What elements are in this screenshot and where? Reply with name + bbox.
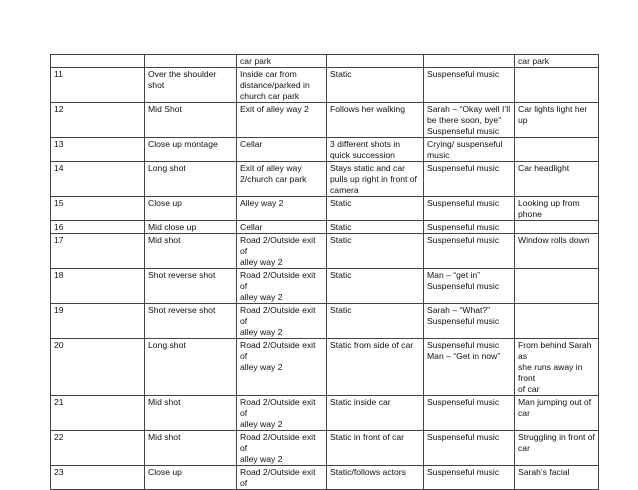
camera-movement-cell: Static bbox=[327, 269, 424, 304]
location-cell: Road 2/Outside exit of bbox=[237, 466, 327, 490]
camera-movement-cell: Static bbox=[327, 221, 424, 234]
lighting-notes-cell: car park bbox=[515, 55, 599, 68]
shot-number-cell bbox=[51, 55, 145, 68]
table-row bbox=[51, 197, 599, 221]
camera-movement-cell bbox=[327, 55, 424, 68]
camera-movement-cell: Static inside car bbox=[327, 396, 424, 431]
camera-movement-cell: Stays static and car pulls up right in front of camera bbox=[327, 162, 424, 197]
shot-number-cell: 17 bbox=[51, 234, 145, 269]
lighting-notes-cell bbox=[515, 269, 599, 304]
shot-number-cell: 21 bbox=[51, 396, 145, 431]
location-cell: Exit of alley way 2 bbox=[237, 103, 327, 138]
location-cell: Road 2/Outside exit of alley way 2 bbox=[237, 339, 327, 396]
shot-type-cell: Close up bbox=[145, 466, 237, 490]
shot-type-cell: Long shot bbox=[145, 339, 237, 396]
shot-type-cell: Mid shot bbox=[145, 431, 237, 466]
shot-type-cell: Long shot bbox=[145, 162, 237, 197]
location-cell: Road 2/Outside exit of alley way 2 bbox=[237, 431, 327, 466]
location-cell: Road 2/Outside exit of alley way 2 bbox=[237, 234, 327, 269]
table-row bbox=[51, 396, 599, 431]
table-row bbox=[51, 466, 599, 490]
sound-cell: Suspenseful music bbox=[424, 466, 515, 490]
sound-cell: Suspenseful music bbox=[424, 396, 515, 431]
location-cell: Road 2/Outside exit of alley way 2 bbox=[237, 304, 327, 339]
camera-movement-cell: Static/follows actors bbox=[327, 466, 424, 490]
lighting-notes-cell: Sarah’s facial bbox=[515, 466, 599, 490]
table-row bbox=[51, 304, 599, 339]
sound-cell: Man – “get in” Suspenseful music bbox=[424, 269, 515, 304]
shot-list-table bbox=[50, 54, 599, 490]
lighting-notes-cell: From behind Sarah as she runs away in front of car bbox=[515, 339, 599, 396]
sound-cell: Suspenseful music bbox=[424, 68, 515, 103]
shot-type-cell: Over the shoulder shot bbox=[145, 68, 237, 103]
shot-type-cell: Mid Shot bbox=[145, 103, 237, 138]
location-cell: Inside car from distance/parked in church car park bbox=[237, 68, 327, 103]
shot-number-cell: 20 bbox=[51, 339, 145, 396]
shot-type-cell: Mid shot bbox=[145, 396, 237, 431]
sound-cell bbox=[424, 55, 515, 68]
shot-number-cell: 18 bbox=[51, 269, 145, 304]
shot-type-cell bbox=[145, 55, 237, 68]
table-row bbox=[51, 162, 599, 197]
shot-type-cell: Close up bbox=[145, 197, 237, 221]
sound-cell: Crying/ suspenseful music bbox=[424, 138, 515, 162]
lighting-notes-cell bbox=[515, 304, 599, 339]
shot-number-cell: 14 bbox=[51, 162, 145, 197]
table-row bbox=[51, 234, 599, 269]
table-row bbox=[51, 55, 599, 68]
sound-cell: Suspenseful music bbox=[424, 162, 515, 197]
lighting-notes-cell: Struggling in front of car bbox=[515, 431, 599, 466]
sound-cell: Sarah – “What?” Suspenseful music bbox=[424, 304, 515, 339]
sound-cell: Suspenseful music bbox=[424, 431, 515, 466]
sound-cell: Sarah – “Okay well I’ll be there soon, bye” Suspenseful music bbox=[424, 103, 515, 138]
table-row bbox=[51, 103, 599, 138]
camera-movement-cell: Static bbox=[327, 304, 424, 339]
sound-cell: Suspenseful music bbox=[424, 197, 515, 221]
table-row bbox=[51, 138, 599, 162]
camera-movement-cell: Follows her walking bbox=[327, 103, 424, 138]
camera-movement-cell: Static bbox=[327, 197, 424, 221]
lighting-notes-cell: Car lights light her up bbox=[515, 103, 599, 138]
location-cell: Alley way 2 bbox=[237, 197, 327, 221]
sound-cell: Suspenseful music Man – “Get in now” bbox=[424, 339, 515, 396]
location-cell: car park bbox=[237, 55, 327, 68]
table-row bbox=[51, 221, 599, 234]
shot-number-cell: 13 bbox=[51, 138, 145, 162]
sound-cell: Suspenseful music bbox=[424, 221, 515, 234]
lighting-notes-cell: Looking up from phone bbox=[515, 197, 599, 221]
lighting-notes-cell bbox=[515, 138, 599, 162]
lighting-notes-cell bbox=[515, 68, 599, 103]
location-cell: Exit of alley way 2/church car park bbox=[237, 162, 327, 197]
lighting-notes-cell: Window rolls down bbox=[515, 234, 599, 269]
table-row bbox=[51, 269, 599, 304]
camera-movement-cell: Static from side of car bbox=[327, 339, 424, 396]
shot-number-cell: 16 bbox=[51, 221, 145, 234]
shot-type-cell: Shot reverse shot bbox=[145, 304, 237, 339]
shot-number-cell: 12 bbox=[51, 103, 145, 138]
camera-movement-cell: Static in front of car bbox=[327, 431, 424, 466]
lighting-notes-cell: Car headlight bbox=[515, 162, 599, 197]
table-row bbox=[51, 68, 599, 103]
shot-list-body bbox=[51, 55, 599, 490]
location-cell: Road 2/Outside exit of alley way 2 bbox=[237, 269, 327, 304]
shot-number-cell: 23 bbox=[51, 466, 145, 490]
table-row bbox=[51, 431, 599, 466]
table-row bbox=[51, 339, 599, 396]
location-cell: Cellar bbox=[237, 138, 327, 162]
location-cell: Cellar bbox=[237, 221, 327, 234]
sound-cell: Suspenseful music bbox=[424, 234, 515, 269]
shot-type-cell: Close up montage bbox=[145, 138, 237, 162]
lighting-notes-cell: Man jumping out of car bbox=[515, 396, 599, 431]
shot-number-cell: 15 bbox=[51, 197, 145, 221]
lighting-notes-cell bbox=[515, 221, 599, 234]
camera-movement-cell: 3 different shots in quick succession bbox=[327, 138, 424, 162]
shot-number-cell: 11 bbox=[51, 68, 145, 103]
shot-number-cell: 22 bbox=[51, 431, 145, 466]
shot-type-cell: Mid shot bbox=[145, 234, 237, 269]
camera-movement-cell: Static bbox=[327, 68, 424, 103]
location-cell: Road 2/Outside exit of alley way 2 bbox=[237, 396, 327, 431]
shot-type-cell: Shot reverse shot bbox=[145, 269, 237, 304]
shot-type-cell: Mid close up bbox=[145, 221, 237, 234]
shot-number-cell: 19 bbox=[51, 304, 145, 339]
camera-movement-cell: Static bbox=[327, 234, 424, 269]
